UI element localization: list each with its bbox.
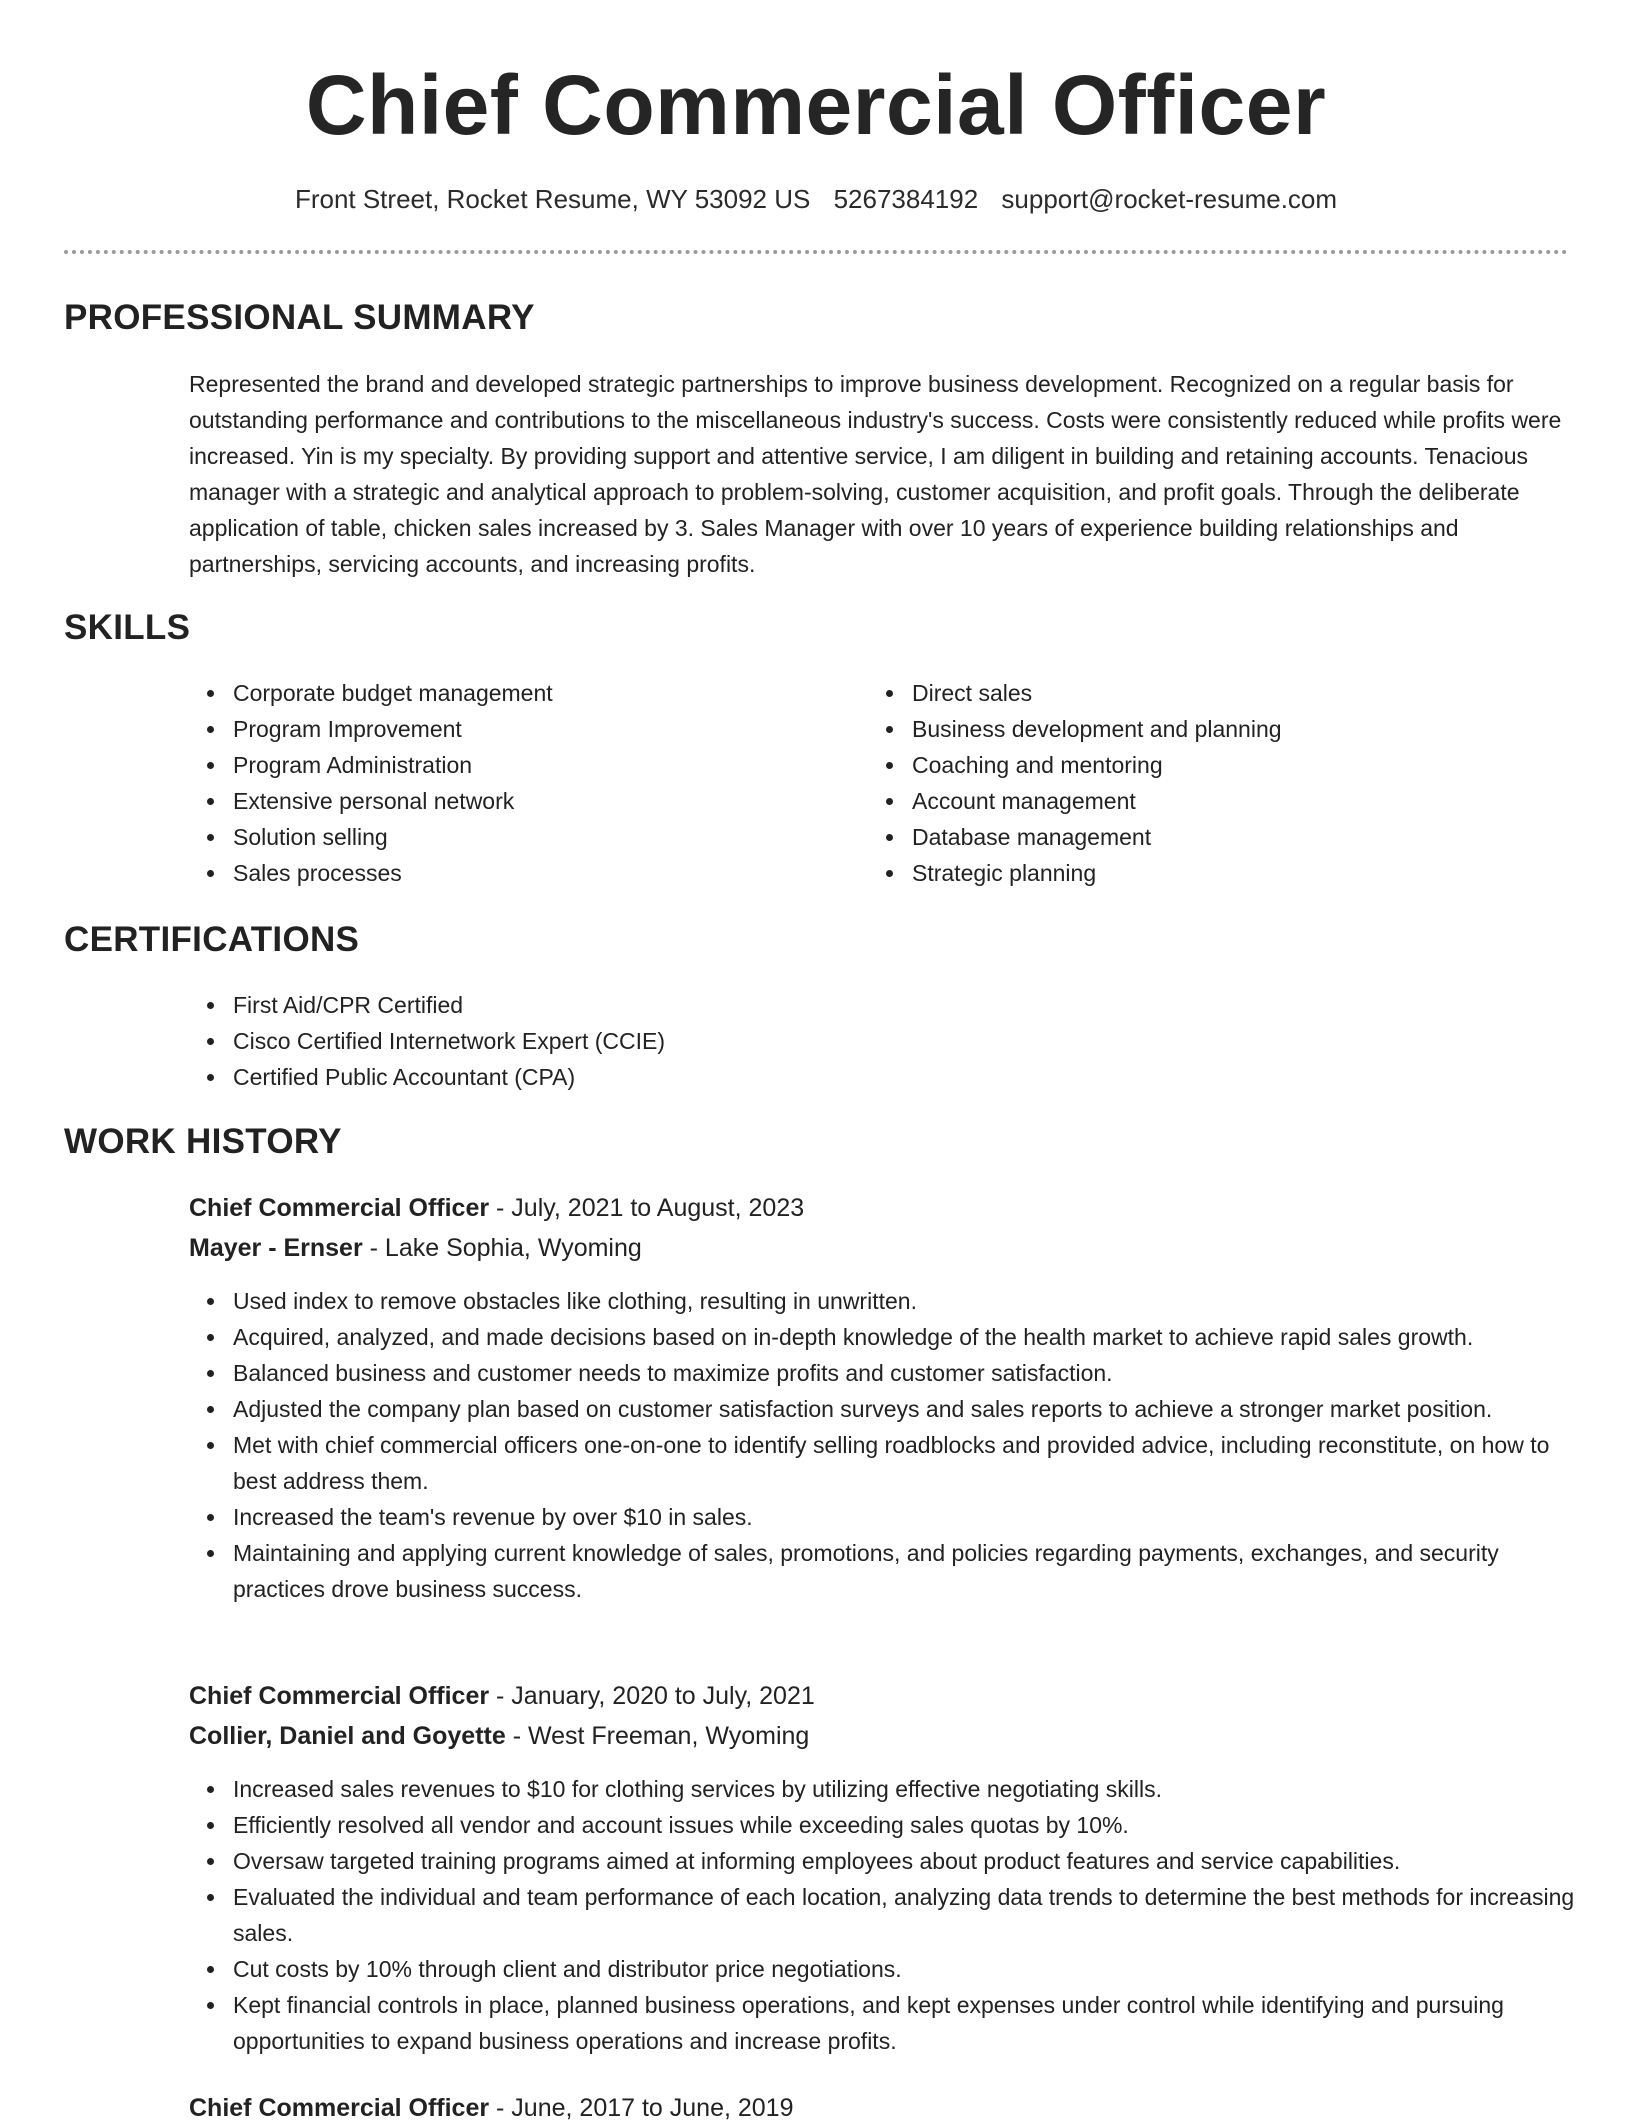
job-company: Collier, Daniel and Goyette: [189, 1722, 506, 1750]
skills-list-right: [868, 675, 1548, 891]
job-bullet: Evaluated the individual and team performance of each location, analyzing data trends to determine the best methods for increasing sales.: [189, 1879, 1579, 1951]
skill-item: Program Improvement: [189, 711, 829, 747]
contact-line: [0, 179, 1632, 219]
job-company: Mayer - Ernser: [189, 1234, 363, 1262]
job-role: Chief Commercial Officer: [189, 2094, 490, 2122]
skill-item: Extensive personal network: [189, 783, 829, 819]
job-bullet: Met with chief commercial officers one-on-one to identify selling roadblocks and provided advice, including reconstitute, on how to best address them.: [189, 1427, 1579, 1499]
header-divider: [64, 250, 1568, 254]
skill-item: Program Administration: [189, 747, 829, 783]
skill-item: Direct sales: [868, 675, 1548, 711]
job-title-line: [189, 1676, 815, 1716]
skill-item: Corporate budget management: [189, 675, 829, 711]
skill-item: Database management: [868, 819, 1548, 855]
section-title-certifications: CERTIFICATIONS: [64, 920, 360, 959]
certification-item: Cisco Certified Internetwork Expert (CCIE): [189, 1023, 1489, 1059]
section-title-summary: PROFESSIONAL SUMMARY: [64, 298, 535, 337]
job-dates: - June, 2017 to June, 2019: [489, 2094, 794, 2122]
skill-item: Sales processes: [189, 855, 829, 891]
certifications-list: [189, 987, 1489, 1095]
job-bullet: Efficiently resolved all vendor and account issues while exceeding sales quotas by 10%.: [189, 1807, 1579, 1843]
job-role: Chief Commercial Officer: [189, 1682, 490, 1710]
skills-list-left: [189, 675, 829, 891]
job-company-line: [189, 1716, 809, 1756]
contact-phone: 5267384192: [833, 184, 979, 214]
job-bullets: [189, 1283, 1579, 1607]
job-bullet: Oversaw targeted training programs aimed at informing employees about product features and service capabilities.: [189, 1843, 1579, 1879]
job-dates: - July, 2021 to August, 2023: [489, 1194, 805, 1222]
job-bullet: Increased sales revenues to $10 for clothing services by utilizing effective negotiating skills.: [189, 1771, 1579, 1807]
skill-item: Solution selling: [189, 819, 829, 855]
job-dates: - January, 2020 to July, 2021: [489, 1682, 815, 1710]
job-title-line: [189, 2088, 794, 2128]
job-role: Chief Commercial Officer: [189, 1194, 490, 1222]
job-bullet: Increased the team's revenue by over $10 in sales.: [189, 1499, 1579, 1535]
job-bullet: Kept financial controls in place, planned business operations, and kept expenses under control while identifying and pursuing opportunities to expand business operations and increase profits.: [189, 1987, 1579, 2059]
job-company-line: [189, 1228, 642, 1268]
summary-text: Represented the brand and developed strategic partnerships to improve business development. Recognized on a regular basis for outstanding performance and contributions to the miscellaneous industry's success. Costs were consistently reduced while profits were increased. Yin is my specialty. By providing support and attentive service, I am diligent in building and retaining accounts. Tenacious manager with a strategic and analytical approach to problem-solving, customer acquisition, and profit goals. Through the deliberate application of table, chicken sales increased by 3. Sales Manager with over 10 years of experience building relationships and partnerships, servicing accounts, and increasing profits.: [189, 371, 1562, 577]
job-bullet: Balanced business and customer needs to maximize profits and customer satisfaction.: [189, 1355, 1579, 1391]
resume-name: Chief Commercial Officer: [305, 58, 1327, 152]
job-bullet: Used index to remove obstacles like clothing, resulting in unwritten.: [189, 1283, 1579, 1319]
job-bullet: Adjusted the company plan based on customer satisfaction surveys and sales reports to achieve a stronger market position.: [189, 1391, 1579, 1427]
contact-address: Front Street, Rocket Resume, WY 53092 US: [294, 184, 811, 214]
job-title-line: [189, 1188, 804, 1228]
contact-email: support@rocket-resume.com: [1001, 184, 1338, 214]
section-title-work-history: WORK HISTORY: [64, 1122, 342, 1161]
job-bullets: [189, 1771, 1579, 2059]
certification-item: First Aid/CPR Certified: [189, 987, 1489, 1023]
skill-item: Coaching and mentoring: [868, 747, 1548, 783]
section-title-skills: SKILLS: [64, 608, 191, 647]
skill-item: Business development and planning: [868, 711, 1548, 747]
job-bullet: Maintaining and applying current knowledge of sales, promotions, and policies regarding payments, exchanges, and security practices drove business success.: [189, 1535, 1579, 1607]
job-location: - Lake Sophia, Wyoming: [362, 1234, 642, 1262]
certification-item: Certified Public Accountant (CPA): [189, 1059, 1489, 1095]
job-bullet: Cut costs by 10% through client and distributor price negotiations.: [189, 1951, 1579, 1987]
skill-item: Account management: [868, 783, 1548, 819]
job-bullet: Acquired, analyzed, and made decisions based on in-depth knowledge of the health market to achieve rapid sales growth.: [189, 1319, 1579, 1355]
job-location: - West Freeman, Wyoming: [505, 1722, 810, 1750]
skill-item: Strategic planning: [868, 855, 1548, 891]
